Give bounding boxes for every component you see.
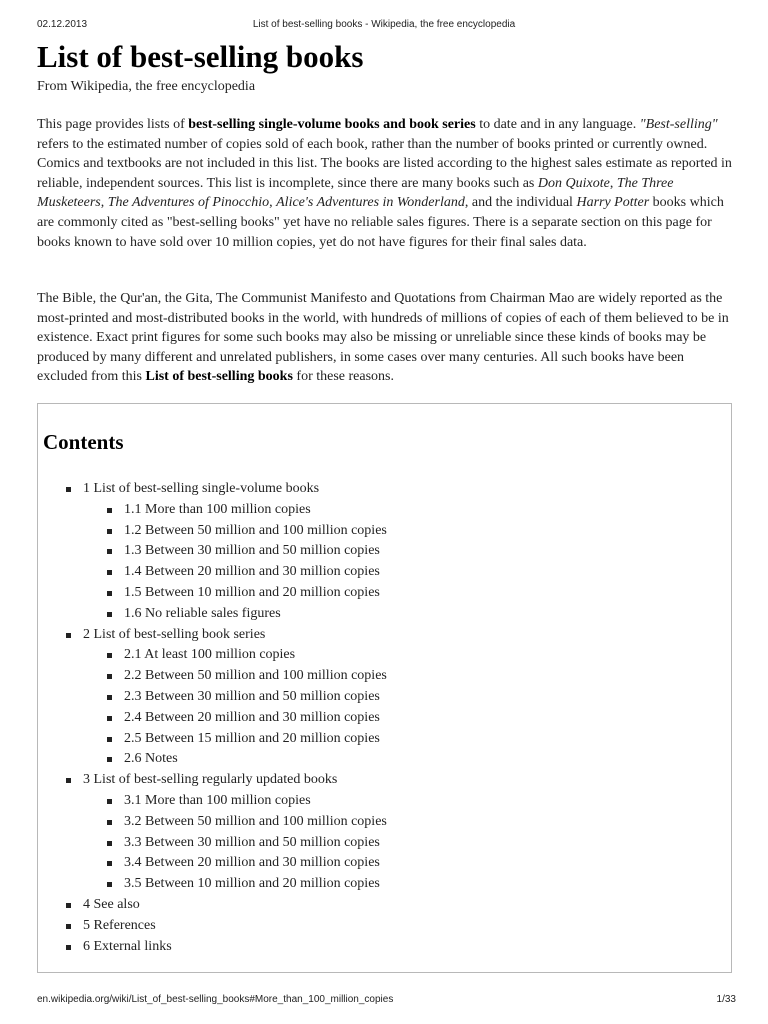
italic-run: Alice's Adventures in Wonderland (276, 195, 465, 211)
toc-item (38, 895, 387, 916)
italic-run: The Three Musketeers (37, 175, 674, 211)
text-run: refers to the estimated number of copies sold of each book, rather than the number of books printed or currently owned. Comics and textbooks are not included in this list. The books are listed according to the highest sales estimate as reported in reliable, independent sources. This list is incomplete, since there are many books such as (37, 136, 732, 191)
toc-item (38, 916, 387, 937)
bullet-icon (107, 757, 112, 762)
print-url: en.wikipedia.org/wiki/List_of_best-selling_books#More_than_100_million_copies (37, 994, 394, 1005)
toc-link[interactable]: 6 External links (83, 938, 172, 954)
toc-subitem (38, 562, 387, 583)
italic-run: Don Quixote (537, 175, 610, 191)
toc-subitem (38, 729, 387, 750)
toc-subitem (38, 708, 387, 729)
toc-link[interactable]: 5 References (83, 917, 156, 933)
bullet-icon (107, 674, 112, 679)
toc-link[interactable]: 2.2 Between 50 million and 100 million copies (124, 668, 387, 684)
bullet-icon (107, 591, 112, 596)
text-run: , (100, 195, 108, 211)
bullet-icon (107, 882, 112, 887)
toc-link[interactable]: 2.3 Between 30 million and 50 million copies (124, 688, 380, 704)
intro-paragraph (37, 115, 737, 252)
bold-run: List of best-selling books (145, 369, 293, 385)
toc-link[interactable]: 3.3 Between 30 million and 50 million copies (124, 834, 380, 850)
toc-title: Contents (43, 430, 124, 454)
bullet-icon (107, 549, 112, 554)
toc-subitem (38, 500, 387, 521)
bullet-icon (107, 612, 112, 617)
print-footer (0, 994, 768, 1008)
toc-link[interactable]: 3 List of best-selling regularly updated books (83, 772, 338, 788)
text-run: books which are commonly cited as "best-selling books" yet have no reliable sales figures. There is a separate section on this page for books known to have sold over 10 million copies, yet do not have figures for their final sales data. (37, 195, 724, 250)
print-header (0, 19, 768, 33)
toc-subitem (38, 833, 387, 854)
toc-link[interactable]: 1.3 Between 30 million and 50 million copies (124, 543, 380, 559)
page-number: 1/33 (716, 994, 736, 1005)
toc-link[interactable]: 2 List of best-selling book series (83, 626, 266, 642)
toc-subitem (38, 853, 387, 874)
text-run: , (269, 195, 277, 211)
toc-link[interactable]: 1 List of best-selling single-volume books (83, 481, 320, 496)
toc-subitem (38, 812, 387, 833)
bullet-icon (66, 945, 71, 950)
toc-subitem (38, 521, 387, 542)
toc-link[interactable]: 4 See also (83, 896, 140, 912)
text-run: for these reasons. (292, 369, 394, 385)
toc-link[interactable]: 1.5 Between 10 million and 20 million copies (124, 584, 380, 600)
toc-subitem (38, 645, 387, 666)
toc-link[interactable]: 3.4 Between 20 million and 30 million copies (124, 855, 380, 871)
bullet-icon (107, 861, 112, 866)
article-tagline: From Wikipedia, the free encyclopedia (37, 79, 256, 94)
toc-list (38, 479, 387, 957)
toc-link[interactable]: 2.6 Notes (124, 751, 178, 767)
toc-link[interactable]: 1.1 More than 100 million copies (124, 501, 311, 517)
toc-link[interactable]: 2.4 Between 20 million and 30 million copies (124, 709, 380, 725)
toc-item (38, 625, 387, 646)
bold-run: best-selling single-volume books and book series (188, 117, 476, 132)
toc-subitem (38, 874, 387, 895)
bullet-icon (107, 820, 112, 825)
bullet-icon (107, 799, 112, 804)
toc-item (38, 937, 387, 958)
toc-link[interactable]: 3.5 Between 10 million and 20 million copies (124, 876, 380, 892)
bullet-icon (107, 695, 112, 700)
italic-run: "Best-selling" (639, 117, 718, 132)
bullet-icon (107, 570, 112, 575)
italic-run: Harry Potter (576, 195, 650, 211)
print-page-title: List of best-selling books - Wikipedia, the free encyclopedia (252, 19, 516, 30)
print-date: 02.12.2013 (37, 19, 88, 30)
toc-subitem (38, 666, 387, 687)
toc-subitem (38, 583, 387, 604)
text-run: to date and in any language. (475, 117, 640, 132)
bullet-icon (107, 841, 112, 846)
text-run: This page provides lists of (37, 117, 189, 132)
bullet-icon (66, 633, 71, 638)
toc-subitem (38, 687, 387, 708)
bullet-icon (66, 778, 71, 783)
toc-subitem (38, 791, 387, 812)
text-run: , (609, 175, 617, 191)
toc-link[interactable]: 1.4 Between 20 million and 30 million copies (124, 564, 380, 580)
bullet-icon (66, 924, 71, 929)
toc-subitem (38, 604, 387, 625)
bullet-icon (107, 653, 112, 658)
bullet-icon (66, 487, 71, 492)
toc-link[interactable]: 1.2 Between 50 million and 100 million copies (124, 522, 387, 538)
bullet-icon (107, 508, 112, 513)
toc-link[interactable]: 2.1 At least 100 million copies (124, 647, 296, 663)
toc-link[interactable]: 1.6 No reliable sales figures (124, 605, 281, 621)
exclusions-paragraph (37, 289, 737, 387)
bullet-icon (107, 529, 112, 534)
bullet-icon (66, 903, 71, 908)
bullet-icon (107, 737, 112, 742)
toc-link[interactable]: 2.5 Between 15 million and 20 million copies (124, 730, 380, 746)
toc-link[interactable]: 3.2 Between 50 million and 100 million copies (124, 813, 387, 829)
toc-link[interactable]: 3.1 More than 100 million copies (124, 792, 311, 808)
text-run: The Bible, the Qur'an, the Gita, The Communist Manifesto and Quotations from Chairman Mao are widely reported as the most-printed and most-distributed books in the world, with hundreds of millions of copies of each of them believed to be in existence. Exact print figures for some such books may also be missing or unreliable since these kinds of books may be produced by many different and unrelated publishers, in some cases over many centuries. All such books have been excluded from this (37, 291, 729, 385)
bullet-icon (107, 716, 112, 721)
toc-item (38, 479, 387, 500)
toc-item (38, 770, 387, 791)
italic-run: The Adventures of Pinocchio (107, 195, 270, 211)
text-run: , and the individual (464, 195, 577, 211)
toc-subitem (38, 541, 387, 562)
toc-subitem (38, 749, 387, 770)
article-title: List of best-selling books (37, 39, 364, 74)
table-of-contents (37, 403, 732, 973)
